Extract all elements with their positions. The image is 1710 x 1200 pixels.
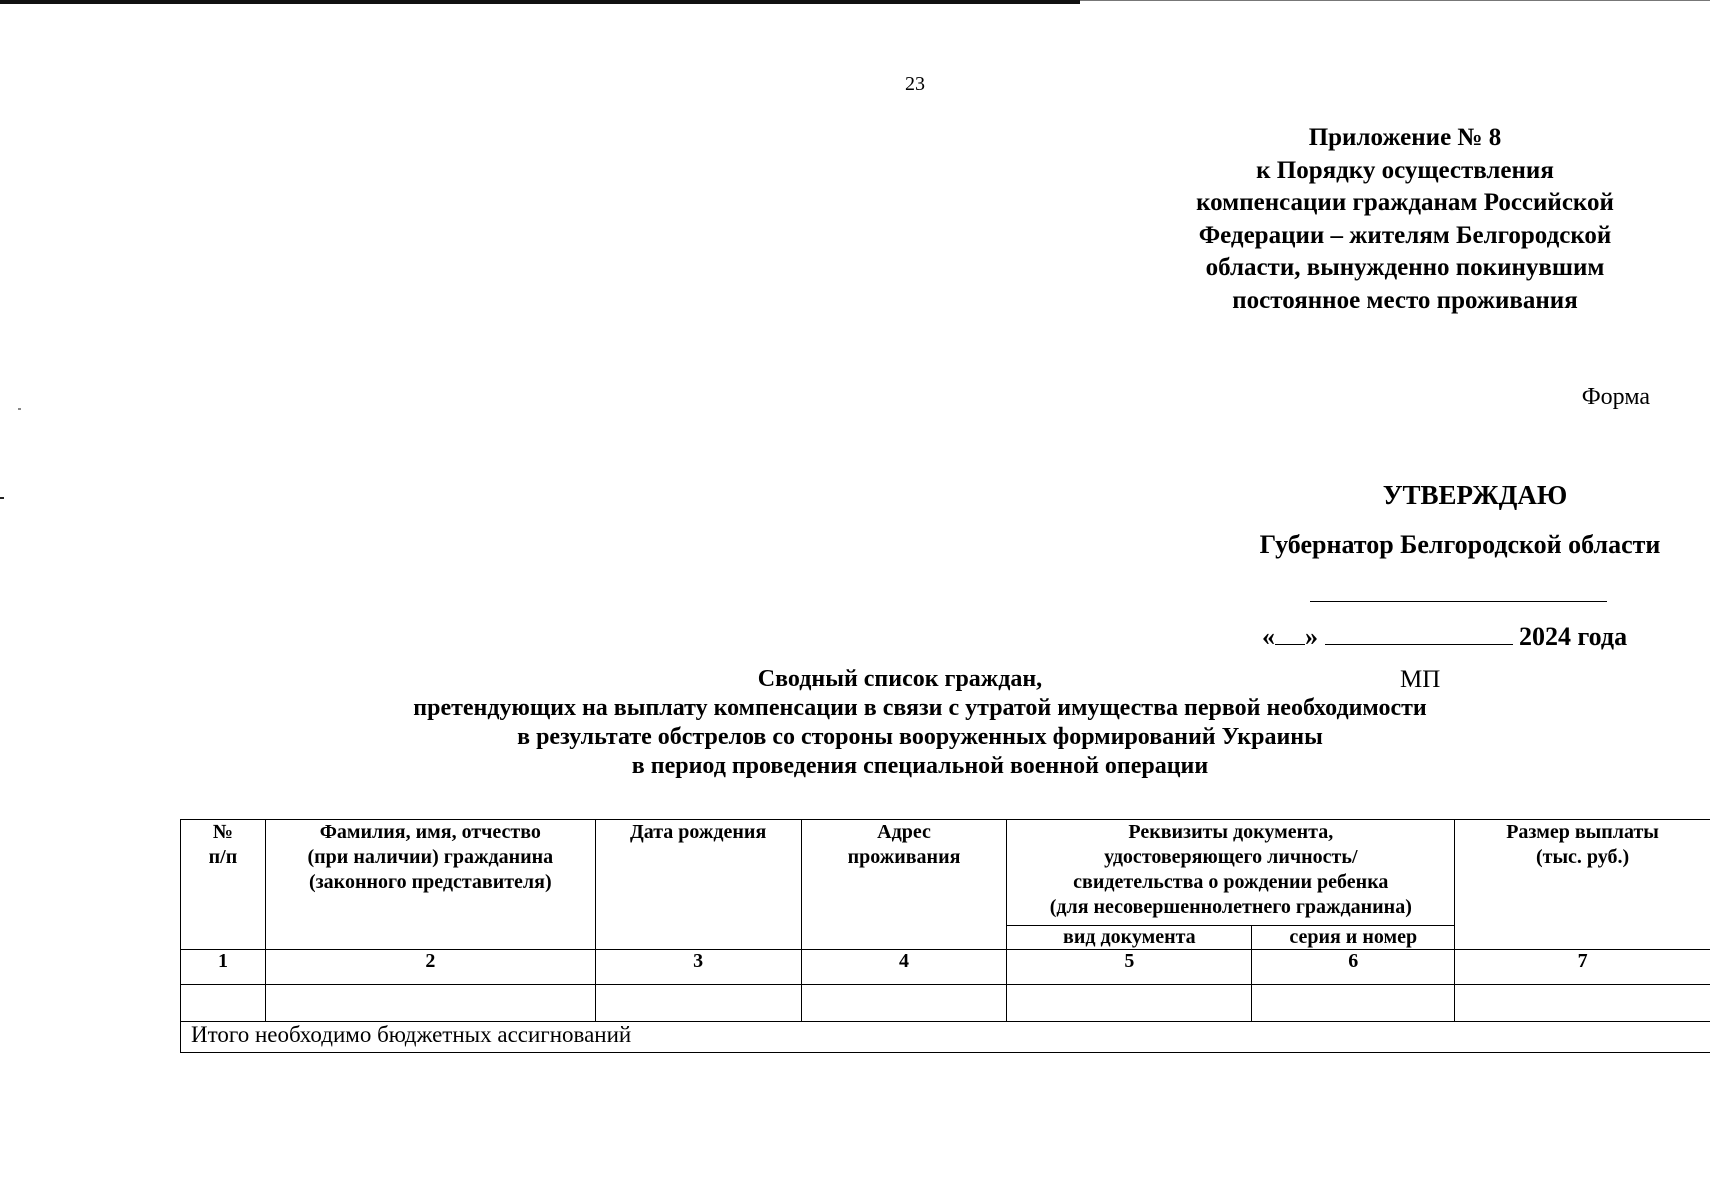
empty-cell (801, 985, 1007, 1022)
approval-date (1262, 620, 1627, 652)
stamp-place: МП (1400, 666, 1441, 693)
governor-position: Губернатор Белгородской области (1259, 530, 1661, 559)
appendix-line: области, вынужденно покинувшим (1205, 254, 1605, 281)
column-number: 2 (265, 950, 595, 985)
total-row (181, 1022, 1710, 1053)
column-number: 3 (595, 950, 801, 985)
appendix-header (1150, 122, 1660, 317)
scan-edge-top (0, 0, 1080, 4)
empty-cell (595, 985, 801, 1022)
approve-heading: УТВЕРЖДАЮ (1382, 480, 1568, 510)
column-number: 1 (181, 950, 266, 985)
scan-speck (18, 408, 21, 410)
header-address: Адрес проживания (801, 820, 1007, 950)
date-open-quote: « (1262, 622, 1275, 651)
header-birth-date: Дата рождения (595, 820, 801, 950)
header-document-type: вид документа (1007, 926, 1252, 950)
table-row (181, 985, 1710, 1022)
header-full-name: Фамилия, имя, отчество (при наличии) гражданина (законного представителя) (265, 820, 595, 950)
appendix-line: постоянное место проживания (1232, 286, 1578, 314)
title-line: Сводный список граждан, (757, 666, 1043, 692)
citizens-list-table (180, 819, 1710, 1053)
empty-cell (1455, 985, 1710, 1022)
total-label: Итого необходимо бюджетных ассигнований (181, 1022, 1710, 1053)
date-close-quote: » (1305, 622, 1318, 651)
column-number: 4 (801, 950, 1007, 985)
title-line: в результате обстрелов со стороны вооруженных формирований Украины (517, 724, 1323, 750)
document-title (330, 665, 1510, 781)
empty-cell (1007, 985, 1252, 1022)
scan-speck (0, 497, 4, 499)
appendix-line: Федерации – жителям Белгородской (1198, 221, 1612, 249)
title-line: претендующих на выплату компенсации в связи с утратой имущества первой необходимости (413, 695, 1427, 721)
header-document-details: Реквизиты документа, удостоверяющего личность/ свидетельства о рождении ребенка (для несовершеннолетнего гражданина) (1007, 820, 1455, 926)
column-number: 7 (1455, 950, 1710, 985)
empty-cell (181, 985, 266, 1022)
form-label: Форма (1581, 384, 1650, 410)
table-header-row (181, 820, 1710, 926)
column-numbers-row (181, 950, 1710, 985)
column-number: 5 (1007, 950, 1252, 985)
appendix-line: к Порядку осуществления (1256, 156, 1554, 184)
title-line: в период проведения специальной военной операции (631, 753, 1209, 779)
month-blank (1325, 620, 1513, 645)
appendix-line: Приложение № 8 (1308, 124, 1502, 151)
header-number: № п/п (181, 820, 266, 950)
signature-line (1310, 601, 1607, 602)
page-number: 23 (905, 73, 925, 95)
empty-cell (1252, 985, 1455, 1022)
scan-edge-top-thin (1080, 0, 1710, 1)
column-number: 6 (1252, 950, 1455, 985)
header-series-number: серия и номер (1252, 926, 1455, 950)
day-blank (1275, 620, 1305, 645)
appendix-line: компенсации гражданам Российской (1196, 189, 1614, 216)
date-year: 2024 года (1519, 622, 1628, 651)
header-payment-amount: Размер выплаты (тыс. руб.) (1455, 820, 1710, 950)
empty-cell (265, 985, 595, 1022)
